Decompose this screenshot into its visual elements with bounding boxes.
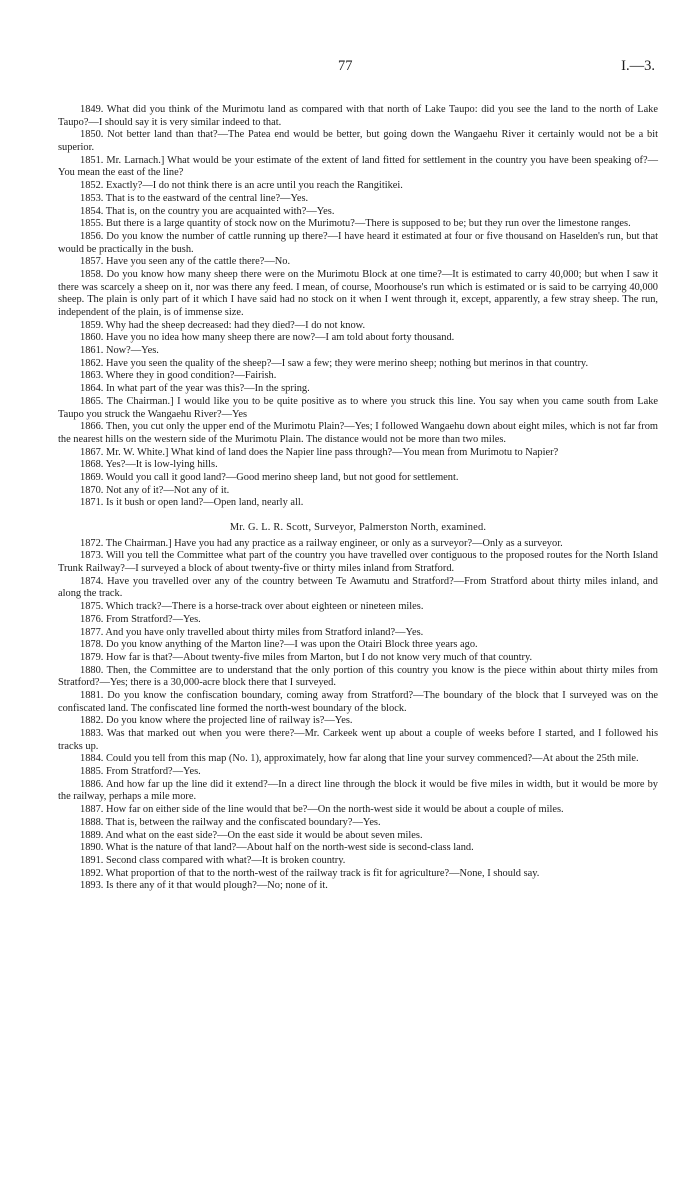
- testimony-paragraph: 1855. But there is a large quantity of stock now on the Murimotu?—There is supposed to be; but they run over the limestone ranges.: [80, 218, 631, 230]
- testimony-paragraph: 1885. From Stratford?—Yes.: [80, 766, 201, 778]
- testimony-paragraph: 1859. Why had the sheep decreased: had they died?—I do not know.: [80, 319, 366, 331]
- testimony-paragraph: 1870. Not any of it?—Not any of it.: [80, 484, 230, 496]
- testimony-paragraph: 1858. Do you know how many sheep there were on the Murimotu Block at one time?—It is estimated to carry 40,000; but when I saw it there was scarcely a sheep on it, nor was there any feed. I mean, of course, Moorhouse's run which is estimated or is said to be carrying 40,000 sheep. The plain is only part of it which I have said had no stock on it when I went through it, except, apparently, a few stray sheep. The run, independent of the plain, is of immense size.: [58, 268, 658, 318]
- document-reference: I.—3.: [621, 58, 655, 74]
- page-number: 77: [338, 58, 353, 74]
- testimony-paragraph: 1878. Do you know anything of the Marton line?—I was upon the Otairi Block three years ago.: [80, 639, 478, 651]
- testimony-paragraph: 1880. Then, the Committee are to understand that the only portion of this country you know is the piece within about thirty miles from Stratford?—Yes; there is a 30,000-acre block there that I surveyed.: [58, 664, 658, 689]
- testimony-paragraph: 1856. Do you know the number of cattle running up there?—I have heard it estimated at four or five thousand on Haselden's run, but that would be practically in the bush.: [58, 230, 658, 255]
- testimony-paragraph: 1883. Was that marked out when you were there?—Mr. Carkeek went up about a couple of weeks before I started, and I followed his tracks up.: [58, 728, 658, 752]
- testimony-paragraph: 1867. Mr. W. White.] What kind of land does the Napier line pass through?—You mean from Murimotu to Napier?: [80, 446, 559, 458]
- testimony-section-2: [58, 538, 658, 893]
- witness-heading: Mr. G. L. R. Scott, Surveyor, Palmerston North, examined.: [229, 522, 487, 533]
- testimony-paragraph: 1862. Have you seen the quality of the sheep?—I saw a few; they were merino sheep; nothing but merinos in that country.: [80, 357, 589, 369]
- testimony-paragraph: 1852. Exactly?—I do not think there is an acre until you reach the Rangitikei.: [80, 180, 403, 192]
- testimony-paragraph: 1868. Yes?—It is low-lying hills.: [80, 459, 218, 471]
- testimony-paragraph: 1886. And how far up the line did it extend?—In a direct line through the block it would be five miles in width, but it would be more by the railway, perhaps a mile more.: [58, 778, 658, 803]
- testimony-paragraph: 1892. What proportion of that to the north-west of the railway track is fit for agriculture?—None, I should say.: [80, 867, 540, 879]
- testimony-paragraph: 1874. Have you travelled over any of the country between Te Awamutu and Stratford?—From Stratford about thirty miles inland, and along the track.: [58, 575, 658, 600]
- testimony-paragraph: 1866. Then, you cut only the upper end of the Murimotu Plain?—Yes; I followed Wangaehu down about eight miles, which is not far from the nearest hills on the western side of the Murimotu Plain. The distance would not be more than two miles.: [58, 421, 658, 445]
- testimony-paragraph: 1869. Would you call it good land?—Good merino sheep land, but not good for settlement.: [80, 471, 459, 483]
- testimony-paragraph: 1873. Will you tell the Committee what part of the country you have travelled over contiguous to the proposed routes for the North Island Trunk Railway?—I surveyed a block of about twenty-five or thirty miles inland from Stratford.: [58, 550, 658, 575]
- testimony-paragraph: 1864. In what part of the year was this?—In the spring.: [80, 383, 310, 395]
- testimony-paragraph: 1888. That is, between the railway and the confiscated boundary?—Yes.: [80, 816, 381, 828]
- testimony-paragraph: 1889. And what on the east side?—On the east side it would be about seven miles.: [80, 829, 423, 841]
- testimony-paragraph: 1860. Have you no idea how many sheep there are now?—I am told about forty thousand.: [80, 332, 455, 344]
- testimony-paragraph: 1871. Is it bush or open land?—Open land, nearly all.: [80, 497, 304, 509]
- testimony-paragraph: 1853. That is to the eastward of the central line?—Yes.: [80, 192, 309, 204]
- testimony-paragraph: 1876. From Stratford?—Yes.: [80, 613, 201, 625]
- testimony-paragraph: 1884. Could you tell from this map (No. 1), approximately, how far along that line your survey commenced?—At about the 25th mile.: [80, 753, 639, 765]
- testimony-paragraph: 1857. Have you seen any of the cattle there?—No.: [80, 256, 291, 268]
- testimony-paragraph: 1875. Which track?—There is a horse-track over about eighteen or nineteen miles.: [80, 601, 424, 613]
- testimony-paragraph: 1879. How far is that?—About twenty-five miles from Marton, but I do not know very much of that country.: [80, 651, 533, 663]
- testimony-section-1: [58, 104, 658, 510]
- document-body: [58, 104, 658, 893]
- testimony-paragraph: 1887. How far on either side of the line would that be?—On the north-west side it would be about a couple of miles.: [80, 804, 564, 816]
- testimony-paragraph: 1854. That is, on the country you are acquainted with?—Yes.: [80, 205, 335, 217]
- testimony-paragraph: 1850. Not better land than that?—The Patea end would be better, but going down the Wangaehu River it certainly would not be a bit superior.: [58, 129, 658, 154]
- testimony-paragraph: 1849. What did you think of the Murimotu land as compared with that north of Lake Taupo: did you see the land to the north of Lake Taupo?—I should say it is very similar indeed to that.: [58, 104, 658, 128]
- testimony-paragraph: 1881. Do you know the confiscation boundary, coming away from Stratford?—The boundary of the block that I surveyed was on the confiscated land. The confiscated line formed the north-west boundary of the block.: [58, 689, 658, 714]
- testimony-paragraph: 1861. Now?—Yes.: [80, 345, 159, 357]
- testimony-paragraph: 1882. Do you know where the projected line of railway is?—Yes.: [80, 715, 353, 727]
- testimony-paragraph: 1851. Mr. Larnach.] What would be your estimate of the extent of land fitted for settlement in the country you have been speaking of?—You mean the east of the line?: [58, 154, 658, 179]
- testimony-paragraph: 1891. Second class compared with what?—It is broken country.: [80, 854, 346, 866]
- testimony-paragraph: 1872. The Chairman.] Have you had any practice as a railway engineer, or only as a surveyor?—Only as a surveyor.: [80, 537, 563, 549]
- testimony-paragraph: 1863. Where they in good condition?—Fairish.: [80, 370, 277, 382]
- testimony-paragraph: 1890. What is the nature of that land?—About half on the north-west side is second-class land.: [80, 842, 474, 854]
- testimony-paragraph: 1865. The Chairman.] I would like you to be quite positive as to where you struck this line. You say when you came south from Lake Taupo you struck the Wangaehu River?—Yes: [58, 395, 658, 420]
- testimony-paragraph: 1877. And you have only travelled about thirty miles from Stratford inland?—Yes.: [80, 626, 424, 638]
- testimony-paragraph: 1893. Is there any of it that would plough?—No; none of it.: [80, 880, 328, 892]
